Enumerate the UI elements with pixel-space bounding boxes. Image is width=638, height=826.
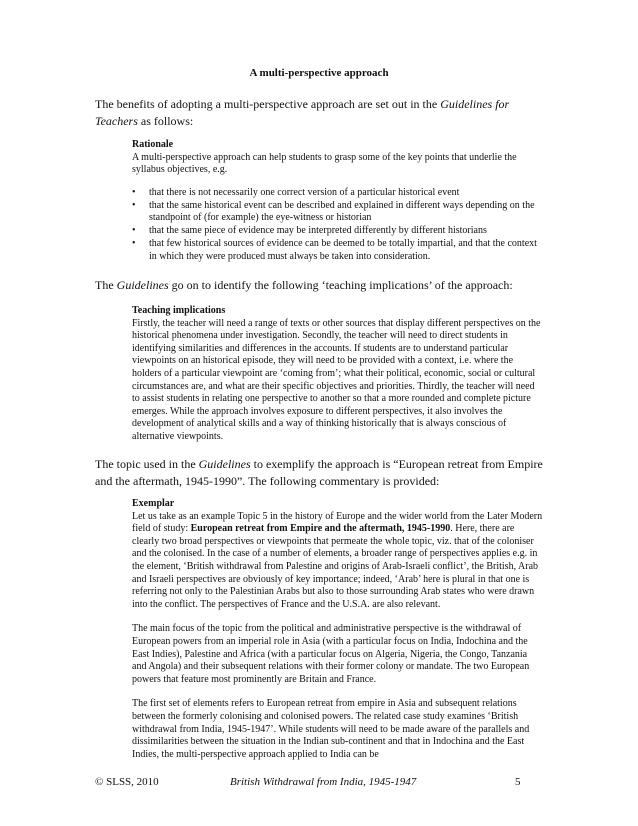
- rationale-text: A multi-perspective approach can help students to grasp some of the key points that underlie the syllabus objectives, e.g.: [132, 151, 517, 176]
- rationale-block: [132, 139, 544, 177]
- bullet-item: • that the same historical event can be described and explained in different ways depending on the standpoint of (for example) the eye-witness or historian: [132, 199, 535, 224]
- bullet-dot-icon: •: [132, 199, 136, 211]
- exemplar-paragraph-3: The first set of elements refers to European retreat from empire in Asia and subsequent relations between the formerly colonising and colonised powers. The related case study examines ‘British withdrawal from India, 1945-1947’. While students will need to be made aware of the parallels and dissimilarities between the situation in the Indian sub-continent and that in Indochina and the East Indies, the multi-perspective approach applied to India can be: [132, 698, 530, 760]
- rationale-bullet-list: [132, 187, 544, 263]
- page-title: A multi-perspective approach: [249, 67, 389, 79]
- teaching-text: Firstly, the teacher will need a range of texts or other sources that display different perspectives on the historical phenomena under investigation. Secondly, the teacher will need to direct students in identifying similarities and differences in the accounts. If students are to understand particular viewpoints on an historical episode, they will need to be provided with a context, i.e. where the holders of a particular viewpoint are ‘coming from’; what their political, economic, social or cultural circumstances are, and what are their specific objectives and priorities. Thirdly, the teacher will need to assist students in relating one perspective to another so that a more rounded and complete picture emerges. While the approach involves exposure to different perspectives, it also involves the development of analytical skills and a way of thinking historically that is always conscious of alternative viewpoints.: [132, 317, 541, 442]
- topic-italic: Guidelines: [198, 457, 251, 471]
- bullet-item: • that the same piece of evidence may be interpreted differently by different historians: [132, 225, 487, 237]
- guidelines-italic: Guidelines: [116, 278, 169, 292]
- exemplar-paragraph-1: Let us take as an example Topic 5 in the history of Europe and the wider world from the Later Modern field of study: European retreat from Empire and the aftermath, 1945-1990. Here, there are clearly two broad perspectives or viewpoints that permeate the whole topic, viz. that of the coloniser and the colonised. In the case of a number of elements, a broader range of perspectives applies e.g. in the element, ‘British withdrawal from Palestine and origins of Arab-Israeli conflict’, the British, Arab and Israeli perspectives are obviously of key importance; indeed, ‘Arab’ here is plural in that one is referring not only to the Palestinian Arabs but also to those surrounding Arab states who were drawn into the conflict. The perspectives of France and the U.S.A. are also relevant.: [132, 510, 543, 610]
- guidelines-paragraph: The Guidelines go on to identify the following ‘teaching implications’ of the approach:: [95, 278, 513, 292]
- intro-text-after: as follows:: [137, 114, 194, 128]
- exemplar-block: [132, 498, 544, 761]
- exemplar-paragraph-2: The main focus of the topic from the political and administrative perspective is the withdrawal of European powers from an imperial role in Asia (with a particular focus on India, Indochina and the East Indies), Palestine and Africa (with a particular focus on Algeria, Nigeria, the Congo, Tanzania and Angola) and their subsequent relations with their former colony or mandate. The two European powers that feature most prominently are Britain and France.: [132, 623, 530, 685]
- exemplar-topic-bold: European retreat from Empire and the aftermath, 1945-1990: [190, 523, 451, 535]
- bullet-dot-icon: •: [132, 187, 136, 198]
- bullet-dot-icon: •: [132, 225, 136, 237]
- rationale-heading: Rationale: [132, 139, 174, 150]
- footer-document-title: British Withdrawal from India, 1945-1947: [230, 776, 417, 788]
- intro-paragraph: [95, 96, 545, 130]
- bullet-item: • that there is not necessarily one correct version of a particular historical event: [132, 187, 460, 198]
- exemplar-heading: Exemplar: [132, 498, 175, 509]
- bullet-dot-icon: •: [132, 237, 136, 249]
- intro-italic: Guidelines for Teachers: [95, 97, 510, 128]
- topic-paragraph: The topic used in the Guidelines to exemplify the approach is “European retreat from Empire and the aftermath, 1945-1990”. The following commentary is provided:: [95, 457, 543, 488]
- footer-page-number: 5: [515, 776, 521, 788]
- teaching-implications-block: [132, 305, 544, 444]
- footer-copyright: © SLSS, 2010: [95, 776, 159, 788]
- intro-text-before: The benefits of adopting a multi-perspective approach are set out in the: [95, 97, 441, 111]
- bullet-item: • that few historical sources of evidence can be deemed to be totally impartial, and that the context in which they were produced must always be taken into consideration.: [132, 237, 537, 262]
- teaching-heading: Teaching implications: [132, 305, 226, 316]
